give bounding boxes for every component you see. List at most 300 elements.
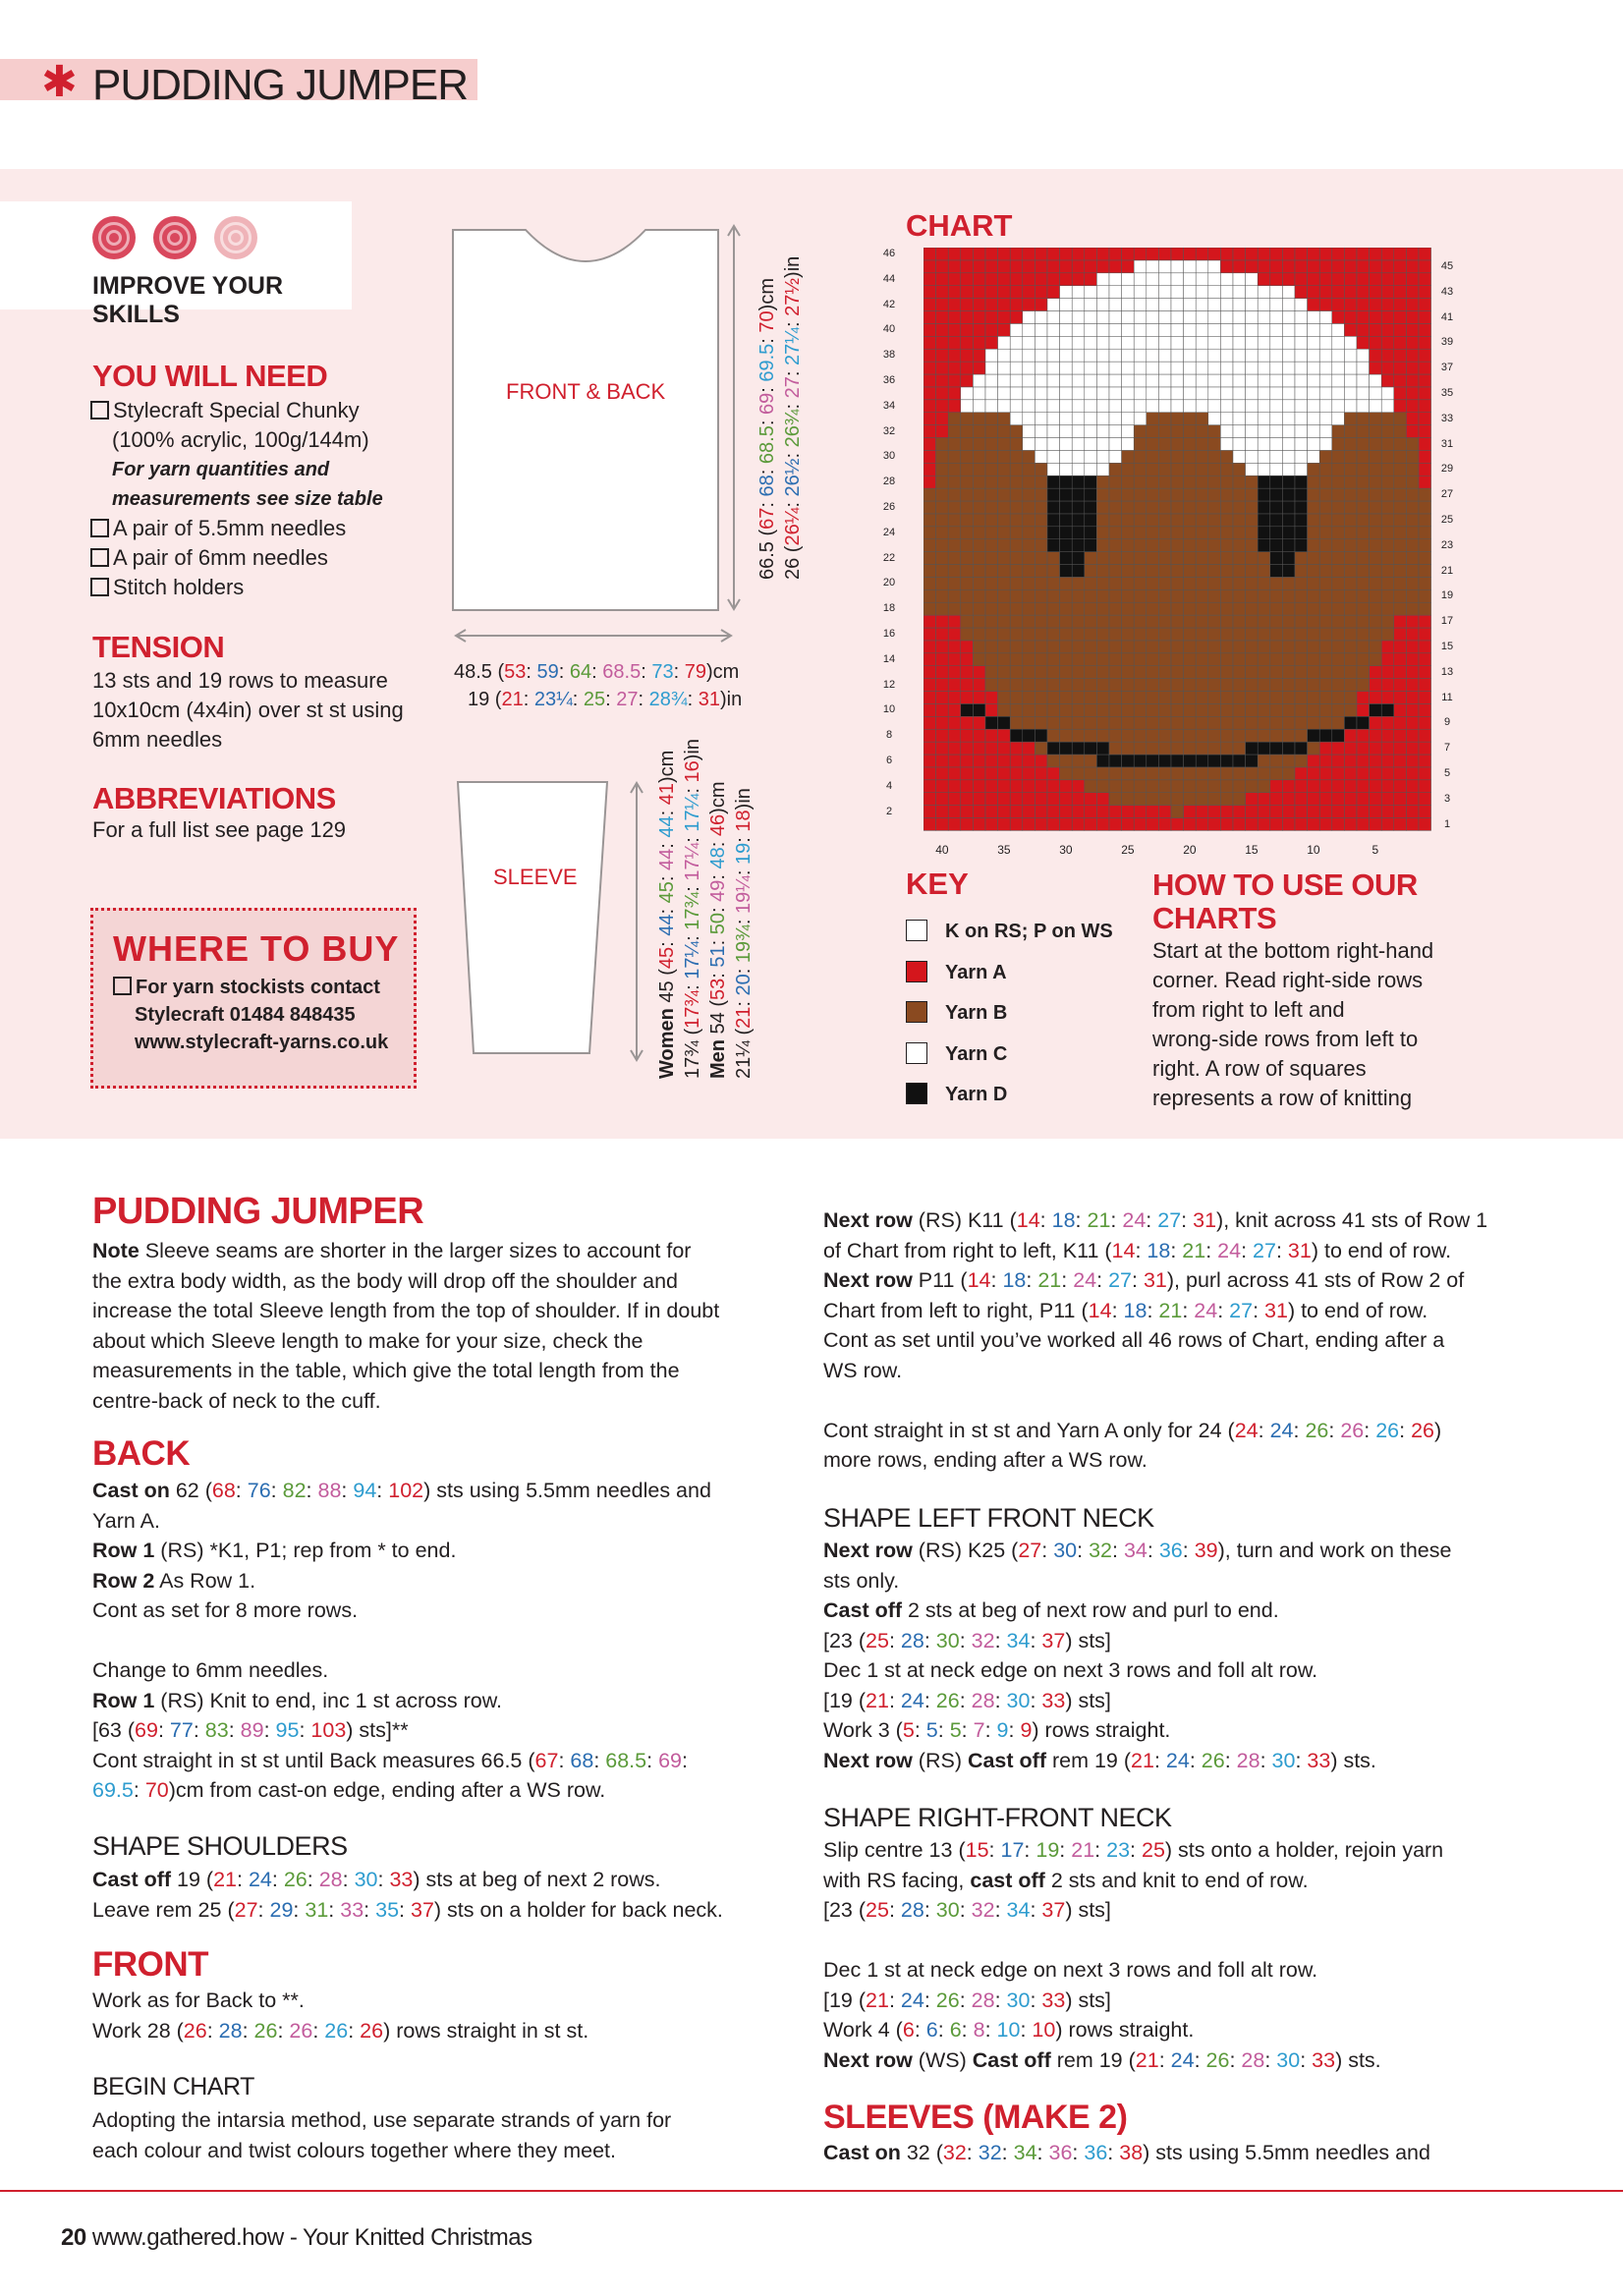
chart-cell — [1246, 476, 1259, 488]
chart-cell — [1357, 463, 1370, 476]
title-bar — [0, 58, 477, 109]
chart-cell — [1308, 488, 1320, 501]
row-number-left: 26 — [882, 501, 896, 513]
chart-cell — [1158, 767, 1171, 780]
chart-cell — [973, 299, 985, 311]
chart-cell — [1171, 248, 1184, 260]
chart-cell — [1332, 286, 1345, 299]
chart-cell — [961, 679, 974, 692]
chart-cell — [948, 653, 961, 666]
chart-cell — [973, 514, 985, 527]
chart-cell — [1072, 299, 1085, 311]
chart-cell — [1308, 755, 1320, 767]
chart-cell — [1357, 806, 1370, 818]
chart-cell — [1406, 463, 1419, 476]
chart-cell — [1370, 742, 1382, 755]
chart-cell — [936, 565, 949, 578]
row-number-left: 4 — [885, 779, 893, 792]
row-number-right: 31 — [1440, 437, 1454, 450]
chart-cell — [1147, 374, 1159, 387]
chart-cell — [1096, 565, 1109, 578]
chart-cell — [1109, 425, 1122, 438]
chart-cell — [1419, 501, 1431, 514]
chart-cell — [1147, 323, 1159, 336]
chart-cell — [1171, 577, 1184, 589]
chart-cell — [1344, 248, 1357, 260]
chart-cell — [1282, 463, 1295, 476]
chart-cell — [1406, 311, 1419, 324]
chart-cell — [998, 450, 1011, 463]
chart-cell — [985, 552, 998, 565]
chart-cell — [948, 818, 961, 831]
chart-cell — [1332, 527, 1345, 539]
chart-cell — [1171, 628, 1184, 641]
chart-cell — [961, 818, 974, 831]
chart-cell — [1072, 818, 1085, 831]
chart-cell — [1010, 767, 1023, 780]
chart-cell — [1344, 641, 1357, 653]
chart-cell — [1319, 463, 1332, 476]
chart-cell — [1220, 742, 1233, 755]
chart-cell — [1308, 653, 1320, 666]
chart-cell — [1381, 400, 1394, 413]
checkbox-icon — [90, 578, 109, 596]
chart-cell — [1406, 602, 1419, 615]
chart-cell — [1072, 248, 1085, 260]
chart-cell — [1319, 703, 1332, 716]
chart-cell — [1122, 780, 1135, 793]
chart-cell — [1122, 703, 1135, 716]
chart-cell — [1134, 425, 1147, 438]
chart-cell — [1370, 514, 1382, 527]
chart-cell — [1370, 260, 1382, 273]
chart-cell — [1122, 527, 1135, 539]
chart-cell — [1184, 349, 1197, 362]
chart-cell — [1406, 260, 1419, 273]
chart-cell — [936, 362, 949, 374]
chart-cell — [1047, 463, 1060, 476]
shape-right-front-neck-heading: SHAPE RIGHT-FRONT NECK — [823, 1803, 1172, 1832]
chart-cell — [1332, 780, 1345, 793]
chart-cell — [1047, 602, 1060, 615]
chart-cell — [923, 539, 936, 552]
chart-cell — [1096, 273, 1109, 286]
chart-cell — [1072, 387, 1085, 400]
chart-cell — [1196, 323, 1208, 336]
chart-cell — [1406, 450, 1419, 463]
chart-cell — [1308, 716, 1320, 729]
chart-cell — [1220, 488, 1233, 501]
chart-cell — [1258, 413, 1270, 425]
chart-cell — [961, 666, 974, 679]
chart-cell — [1406, 488, 1419, 501]
chart-cell — [1282, 527, 1295, 539]
chart-cell — [1357, 286, 1370, 299]
chart-cell — [1233, 539, 1246, 552]
chart-cell — [1394, 374, 1407, 387]
chart-cell — [1344, 413, 1357, 425]
abbreviations-heading: ABBREVIATIONS — [92, 781, 336, 815]
chart-cell — [1282, 311, 1295, 324]
chart-cell — [973, 362, 985, 374]
chart-cell — [1220, 286, 1233, 299]
chart-cell — [1072, 565, 1085, 578]
chart-cell — [1196, 387, 1208, 400]
chart-cell — [998, 577, 1011, 589]
chart-cell — [1419, 589, 1431, 602]
chart-cell — [1308, 539, 1320, 552]
chart-cell — [923, 628, 936, 641]
chart-cell — [1270, 703, 1283, 716]
chart-cell — [1270, 527, 1283, 539]
chart-cell — [1246, 742, 1259, 755]
chart-cell — [1158, 552, 1171, 565]
chart-cell — [1010, 666, 1023, 679]
chart-cell — [1085, 260, 1097, 273]
chart-cell — [1357, 793, 1370, 806]
chart-cell — [1060, 666, 1073, 679]
chart-cell — [1282, 501, 1295, 514]
chart-cell — [1072, 336, 1085, 349]
chart-cell — [1184, 780, 1197, 793]
chart-cell — [1184, 476, 1197, 488]
chart-cell — [1010, 793, 1023, 806]
chart-cell — [1196, 742, 1208, 755]
chart-cell — [1085, 336, 1097, 349]
chart-cell — [1258, 729, 1270, 742]
chart-cell — [1072, 374, 1085, 387]
chart-cell — [923, 260, 936, 273]
chart-cell — [1010, 450, 1023, 463]
chart-cell — [1010, 248, 1023, 260]
website-link[interactable]: www.stylecraft-yarns.co.uk — [135, 1032, 389, 1053]
chart-cell — [1270, 286, 1283, 299]
chart-cell — [1072, 692, 1085, 704]
chart-cell — [1096, 653, 1109, 666]
chart-cell — [1085, 641, 1097, 653]
chart-cell — [1158, 818, 1171, 831]
chart-cell — [1394, 387, 1407, 400]
chart-cell — [1085, 628, 1097, 641]
chart-cell — [1319, 716, 1332, 729]
chart-cell — [1208, 666, 1221, 679]
chart-cell — [936, 527, 949, 539]
chart-cell — [1295, 793, 1308, 806]
chart-cell — [1208, 780, 1221, 793]
chart-cell — [1122, 565, 1135, 578]
chart-cell — [1357, 615, 1370, 628]
chart-cell — [1246, 286, 1259, 299]
chart-cell — [1357, 514, 1370, 527]
chart-cell — [973, 450, 985, 463]
chart-cell — [1282, 641, 1295, 653]
chart-cell — [1208, 438, 1221, 451]
chart-cell — [1035, 374, 1047, 387]
chart-cell — [1184, 692, 1197, 704]
row-number-right: 21 — [1440, 564, 1454, 577]
chart-cell — [1220, 565, 1233, 578]
chart-cell — [948, 248, 961, 260]
chart-cell — [1023, 679, 1035, 692]
chart-cell — [1246, 679, 1259, 692]
chart-cell — [1220, 248, 1233, 260]
chart-cell — [998, 679, 1011, 692]
chart-cell — [1258, 806, 1270, 818]
chart-cell — [1096, 514, 1109, 527]
chart-cell — [1419, 299, 1431, 311]
chart-cell — [1047, 628, 1060, 641]
chart-cell — [1381, 336, 1394, 349]
chart-cell — [1357, 552, 1370, 565]
chart-cell — [961, 450, 974, 463]
chart-cell — [1220, 577, 1233, 589]
chart-cell — [1122, 806, 1135, 818]
chart-cell — [936, 260, 949, 273]
chart-cell — [1060, 628, 1073, 641]
chart-cell — [1246, 488, 1259, 501]
chart-cell — [1419, 703, 1431, 716]
chart-cell — [1171, 615, 1184, 628]
chart-cell — [1308, 248, 1320, 260]
chart-cell — [923, 679, 936, 692]
chart-cell — [1147, 438, 1159, 451]
chart-cell — [1085, 692, 1097, 704]
chart-cell — [1109, 413, 1122, 425]
chart-cell — [1096, 260, 1109, 273]
chart-cell — [948, 387, 961, 400]
chart-cell — [1060, 336, 1073, 349]
chart-cell — [1096, 692, 1109, 704]
chart-cell — [1295, 818, 1308, 831]
chart-cell — [1096, 400, 1109, 413]
chart-cell — [1035, 400, 1047, 413]
chart-cell — [1381, 615, 1394, 628]
chart-cell — [985, 311, 998, 324]
chart-cell — [936, 577, 949, 589]
chart-cell — [1319, 286, 1332, 299]
chart-cell — [1246, 755, 1259, 767]
chart-cell — [1246, 577, 1259, 589]
chart-cell — [961, 387, 974, 400]
chart-cell — [1023, 488, 1035, 501]
chart-cell — [1010, 679, 1023, 692]
chart-cell — [1295, 362, 1308, 374]
chart-cell — [1134, 349, 1147, 362]
chart-cell — [961, 349, 974, 362]
shape-shoulders-heading: SHAPE SHOULDERS — [92, 1831, 348, 1861]
chart-cell — [948, 742, 961, 755]
chart-cell — [1233, 286, 1246, 299]
chart-cell — [1184, 755, 1197, 767]
chart-cell — [1134, 488, 1147, 501]
chart-cell — [1220, 362, 1233, 374]
chart-cell — [1158, 374, 1171, 387]
chart-cell — [1147, 476, 1159, 488]
sleeve-label: SLEEVE — [493, 865, 578, 889]
yarn-ball-icon — [153, 216, 196, 259]
chart-cell — [998, 260, 1011, 273]
chart-cell — [1060, 273, 1073, 286]
chart-cell — [1208, 806, 1221, 818]
chart-cell — [1158, 438, 1171, 451]
chart-cell — [1344, 806, 1357, 818]
chart-cell — [1096, 602, 1109, 615]
chart-cell — [1035, 527, 1047, 539]
tension-text: 13 sts and 19 rows to measure 10x10cm (4x4in) over st st using 6mm needles — [92, 668, 404, 752]
chart-cell — [1085, 767, 1097, 780]
chart-cell — [1220, 806, 1233, 818]
chart-cell — [1147, 742, 1159, 755]
chart-cell — [1344, 488, 1357, 501]
chart-cell — [1035, 793, 1047, 806]
chart-cell — [1047, 450, 1060, 463]
chart-cell — [1085, 323, 1097, 336]
chart-cell — [1147, 806, 1159, 818]
chart-cell — [1035, 755, 1047, 767]
chart-cell — [1381, 299, 1394, 311]
chart-cell — [1023, 703, 1035, 716]
chart-cell — [1134, 260, 1147, 273]
chart-cell — [1394, 729, 1407, 742]
chart-cell — [1370, 476, 1382, 488]
chart-cell — [1122, 413, 1135, 425]
chart-cell — [923, 716, 936, 729]
chart-cell — [1171, 311, 1184, 324]
chart-cell — [985, 488, 998, 501]
chart-cell — [998, 323, 1011, 336]
chart-cell — [1258, 589, 1270, 602]
chart-cell — [1060, 400, 1073, 413]
chart-cell — [961, 653, 974, 666]
row-number-right: 37 — [1440, 362, 1454, 374]
chart-cell — [1246, 527, 1259, 539]
chart-cell — [1406, 692, 1419, 704]
chart-cell — [1060, 323, 1073, 336]
chart-cell — [1381, 818, 1394, 831]
chart-cell — [973, 742, 985, 755]
chart-cell — [936, 336, 949, 349]
chart-cell — [1122, 818, 1135, 831]
key-swatch — [906, 961, 927, 982]
chart-cell — [1184, 793, 1197, 806]
length-in: 26 (26¼: 26½: 26¾: 27: 27¼: 27½)in — [782, 255, 804, 580]
chart-cell — [1109, 615, 1122, 628]
chart-cell — [1196, 463, 1208, 476]
chart-cell — [961, 793, 974, 806]
chart-cell — [1332, 450, 1345, 463]
chart-cell — [985, 273, 998, 286]
chart-cell — [1319, 641, 1332, 653]
chart-cell — [1258, 438, 1270, 451]
yarn-name: Stylecraft Special Chunky — [113, 398, 360, 422]
chart-cell — [1220, 349, 1233, 362]
chart-cell — [1258, 425, 1270, 438]
chart-cell — [1147, 514, 1159, 527]
chart-cell — [948, 527, 961, 539]
chart-cell — [1035, 552, 1047, 565]
chart-cell — [1295, 615, 1308, 628]
chart-cell — [1072, 793, 1085, 806]
chart-cell — [1096, 577, 1109, 589]
chart-cell — [1270, 780, 1283, 793]
chart-cell — [923, 780, 936, 793]
chart-cell — [948, 755, 961, 767]
chart-cell — [1171, 793, 1184, 806]
chart-cell — [1381, 767, 1394, 780]
chart-cell — [1085, 716, 1097, 729]
chart-cell — [1319, 755, 1332, 767]
chart-cell — [1134, 539, 1147, 552]
chart-cell — [1158, 615, 1171, 628]
chart-cell — [1208, 565, 1221, 578]
chart-cell — [1134, 299, 1147, 311]
row-number-left: 40 — [882, 323, 896, 336]
chart-cell — [1208, 641, 1221, 653]
chart-cell — [1282, 286, 1295, 299]
chart-cell — [1109, 286, 1122, 299]
chart-cell — [1357, 565, 1370, 578]
chart-cell — [1406, 248, 1419, 260]
chart-cell — [1270, 729, 1283, 742]
chart-cell — [1085, 755, 1097, 767]
chart-cell — [1035, 349, 1047, 362]
chart-cell — [1370, 413, 1382, 425]
chart-cell — [1023, 336, 1035, 349]
chart-cell — [1072, 476, 1085, 488]
chart-cell — [1419, 806, 1431, 818]
chart-cell — [1010, 514, 1023, 527]
chart-cell — [1196, 527, 1208, 539]
chart-cell — [961, 780, 974, 793]
chart-cell — [1394, 400, 1407, 413]
chart-cell — [1370, 336, 1382, 349]
chart-cell — [961, 374, 974, 387]
chart-cell — [1270, 793, 1283, 806]
chart-cell — [1196, 260, 1208, 273]
chart-cell — [1085, 729, 1097, 742]
chart-cell — [1072, 641, 1085, 653]
chart-cell — [1258, 450, 1270, 463]
chart-cell — [1134, 793, 1147, 806]
chart-cell — [1196, 729, 1208, 742]
chart-cell — [1394, 577, 1407, 589]
chart-cell — [1246, 450, 1259, 463]
chart-cell — [1344, 692, 1357, 704]
chart-cell — [1023, 349, 1035, 362]
chart-cell — [1370, 463, 1382, 476]
chart-cell — [1060, 615, 1073, 628]
row-number-left: 12 — [882, 678, 896, 691]
chart-cell — [985, 413, 998, 425]
chart-cell — [1023, 692, 1035, 704]
chart-cell — [1295, 488, 1308, 501]
chart-cell — [1109, 387, 1122, 400]
chart-cell — [1270, 679, 1283, 692]
chart-cell — [1344, 501, 1357, 514]
chart-cell — [1147, 716, 1159, 729]
chart-cell — [985, 692, 998, 704]
chart-cell — [1122, 248, 1135, 260]
chart-cell — [1096, 248, 1109, 260]
where-to-buy-box — [90, 908, 417, 1089]
chart-cell — [936, 463, 949, 476]
chart-cell — [1047, 577, 1060, 589]
chart-cell — [1147, 589, 1159, 602]
chart-cell — [1085, 349, 1097, 362]
chart-cell — [1208, 653, 1221, 666]
chart-cell — [1047, 565, 1060, 578]
chart-cell — [948, 539, 961, 552]
